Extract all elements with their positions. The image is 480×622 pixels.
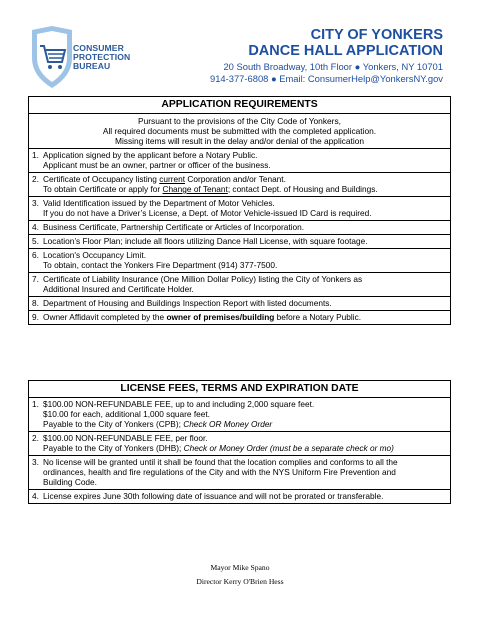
item-text: Application signed by the applicant before a Notary Public. (43, 150, 258, 160)
requirements-intro (29, 114, 450, 149)
item-text: To obtain Certificate or apply for (43, 184, 163, 194)
item-text: Valid Identification issued by the Department of Motor Vehicles. (43, 198, 275, 208)
requirement-item-7 (29, 273, 450, 297)
item-number: 3. (32, 457, 39, 467)
requirement-item-4 (29, 221, 450, 235)
item-number: 1. (32, 399, 39, 409)
requirement-item-1 (29, 149, 450, 173)
requirement-item-2 (29, 173, 450, 197)
item-number: 5. (32, 236, 39, 246)
item-text: Certificate of Occupancy listing (43, 174, 160, 184)
item-text: Certificate of Liability Insurance (One Million Dollar Policy) listing the City of Yonkers as (43, 274, 363, 284)
item-text-bold: owner of premises/building (166, 312, 275, 322)
intro-line-2: All required documents must be submitted with the completed application. (102, 126, 377, 136)
logo-wordmark (73, 44, 130, 71)
director-name: Director Kerry O'Brien Hess (196, 577, 284, 586)
requirement-item-6 (29, 249, 450, 273)
item-text: Building Code. (43, 477, 97, 487)
item-text: Department of Housing and Buildings Inspection Report with listed documents. (43, 298, 332, 308)
item-number: 3. (32, 198, 39, 208)
item-number: 2. (32, 433, 39, 443)
fees-title: LICENSE FEES, TERMS AND EXPIRATION DATE (29, 381, 450, 398)
mayor-name: Mayor Mike Spano (210, 563, 270, 572)
fee-item-2 (29, 432, 450, 456)
item-text-italic: Check or Money Order (must be a separate check or mo) (183, 443, 394, 453)
item-number: 8. (32, 298, 39, 308)
item-number: 9. (32, 312, 39, 322)
logo-line-2: PROTECTION (73, 52, 131, 62)
item-text-underlined: current (159, 174, 186, 184)
address-line: 20 South Broadway, 10th Floor ● Yonkers, NY 10701 (223, 61, 443, 72)
logo-line-1: CONSUMER (73, 43, 124, 53)
intro-line-1: Pursuant to the provisions of the City Code of Yonkers, (138, 116, 341, 126)
city-title: CITY OF YONKERS (310, 27, 443, 43)
requirements-title: APPLICATION REQUIREMENTS (29, 97, 450, 114)
item-text: $100.00 NON-REFUNDABLE FEE, up to and including 2,000 square feet. (43, 399, 315, 409)
item-text: Business Certificate, Partnership Certificate or Articles of Incorporation. (43, 222, 305, 232)
item-number: 7. (32, 274, 39, 284)
item-number: 1. (32, 150, 39, 160)
item-text: License expires June 30th following date of issuance and will not be prorated or transferable. (43, 491, 384, 501)
item-text: Location’s Floor Plan; include all floors utilizing Dance Hall License, with square footage. (43, 236, 368, 246)
requirement-item-3 (29, 197, 450, 221)
item-text-underlined: Change of Tenant (162, 184, 228, 194)
item-text: before a Notary Public. (274, 312, 362, 322)
item-text: If you do not have a Driver’s License, a Dept. of Motor Vehicle-issued ID Card is required. (43, 208, 372, 218)
item-number: 2. (32, 174, 39, 184)
item-text: Payable to the City of Yonkers (CPB); (43, 419, 184, 429)
item-text: Payable to the City of Yonkers (DHB); (43, 443, 184, 453)
item-text: No license will be granted until it shall be found that the location complies and conforms to all the (43, 457, 398, 467)
item-text: Applicant must be an owner, partner or officer of the business. (43, 160, 271, 170)
item-text: Corporation and/or Tenant. (185, 174, 286, 184)
document-header (210, 27, 443, 85)
item-number: 6. (32, 250, 39, 260)
logo-line-3: BUREAU (73, 61, 111, 71)
intro-line-3: Missing items will result in the delay and/or denial of the application (114, 136, 365, 146)
requirement-item-8 (29, 297, 450, 311)
contact-line: 914-377-6808 ● Email: ConsumerHelp@YonkersNY.gov (209, 73, 443, 84)
item-number: 4. (32, 222, 39, 232)
item-text-italic: Check OR Money Order (183, 419, 273, 429)
item-text: ; contact Dept. of Housing and Buildings. (227, 184, 378, 194)
requirement-item-5 (29, 235, 450, 249)
fee-item-3 (29, 456, 450, 490)
application-title: DANCE HALL APPLICATION (248, 43, 443, 59)
item-text: $10.00 for each, additional 1,000 square feet. (43, 409, 210, 419)
fee-item-4 (29, 490, 450, 503)
item-text: Additional Insured and Certificate Holder. (43, 284, 194, 294)
fee-item-1 (29, 398, 450, 432)
item-text: Location's Occupancy Limit. (43, 250, 147, 260)
license-fees-table (28, 380, 451, 504)
item-number: 4. (32, 491, 39, 501)
item-text: ordinances, health and fire regulations of the City and with the NYS Uniform Fire Prevention and (43, 467, 396, 477)
item-text: To obtain, contact the Yonkers Fire Department (914) 377-7500. (43, 260, 278, 270)
requirement-item-9 (29, 311, 450, 324)
item-text: $100.00 NON-REFUNDABLE FEE, per floor. (43, 433, 208, 443)
requirements-table (28, 96, 451, 325)
item-text: Owner Affidavit completed by the (43, 312, 167, 322)
